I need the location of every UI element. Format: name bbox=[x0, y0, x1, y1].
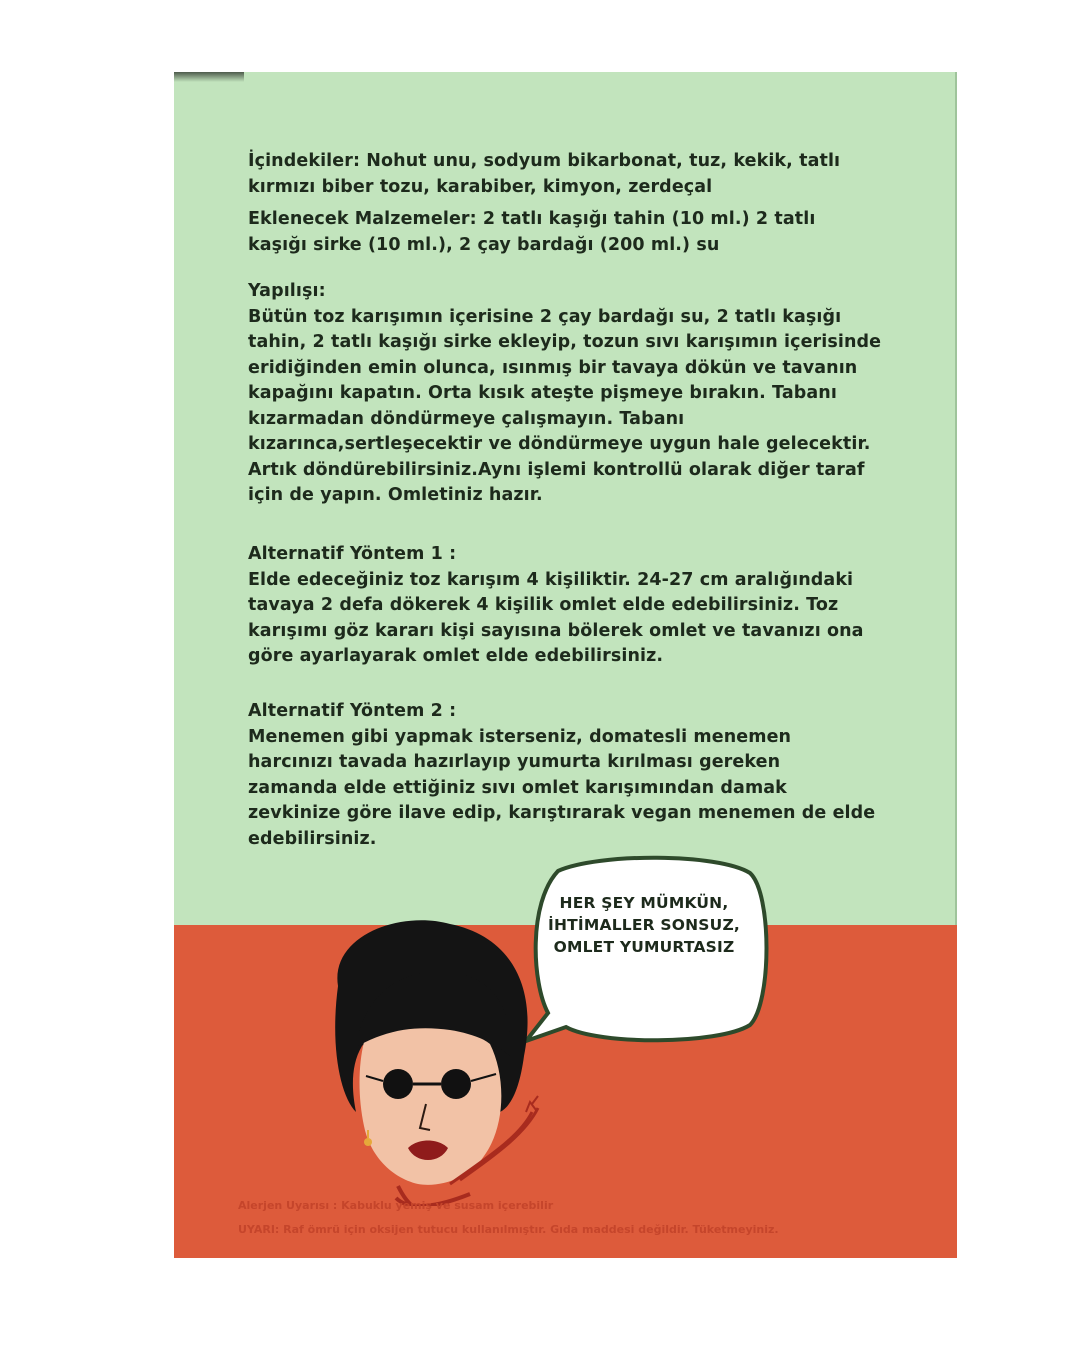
box-top-shadow bbox=[174, 72, 244, 82]
preparation-text: Yapılışı: Bütün toz karışımın içerisine 2 çay bardağı su, 2 tatlı kaşığı tahin, 2 tatlı kaşığı sirke ekleyip, tozun sıvı karışımın içerisinde eridiğinden emin olunca, ısınmış bir tavaya dökün ve tavanın kapağını kapatın. Orta kısık ateşte pişmeye bırakın. Tabanı kızarmadan döndürmeye çalışmayın. Tabanı kızarınca,sertleşecektir ve döndürmeye uygun hale gelecektir. Artık döndürebilirsiniz.Aynı işlemi kontrollü olarak diğer taraf için de yapın. Omletiniz hazır. bbox=[248, 281, 882, 505]
allergen-warning: Alerjen Uyarısı : Kabuklu yemiş ve susam içerebilir bbox=[238, 1199, 554, 1212]
product-box-back bbox=[174, 72, 957, 1258]
alternative-method-2-text: Alternatif Yöntem 2 : Menemen gibi yapmak isterseniz, domatesli menemen harcınızı tavada hazırlayıp yumurta kırılması gereken zamanda elde ettiğiniz sıvı omlet karışımından damak zevkinize göre ilave edip, karıştırarak vegan menemen de elde edebilirsiniz. bbox=[248, 701, 876, 849]
additional-ingredients-text: Eklenecek Malzemeler: 2 tatlı kaşığı tahin (10 ml.) 2 tatlı kaşığı sirke (10 ml.), 2 çay bardağı (200 ml.) su bbox=[248, 209, 816, 255]
woman-illustration-icon bbox=[300, 916, 560, 1206]
alternative-method-1-text: Alternatif Yöntem 1 : Elde edeceğiniz toz karışım 4 kişiliktir. 24-27 cm aralığındaki tavaya 2 defa dökerek 4 kişilik omlet elde edebilirsiniz. Toz karışımı göz kararı kişi sayısına bölerek omlet ve tavanızı ona göre ayarlayarak omlet elde edebilirsiniz. bbox=[248, 544, 864, 666]
ingredients-text: İçindekiler: Nohut unu, sodyum bikarbonat, tuz, kekik, tatlı kırmızı biber tozu, karabiber, kimyon, zerdeçal bbox=[248, 151, 841, 197]
speech-bubble-text: HER ŞEY MÜMKÜN, İHTİMALLER SONSUZ, OMLET YUMURTASIZ bbox=[548, 894, 740, 956]
oxygen-absorber-warning: UYARI: Raf ömrü için oksijen tutucu kullanılmıştır. Gıda maddesi değildir. Tüketmeyiniz. bbox=[238, 1223, 779, 1236]
